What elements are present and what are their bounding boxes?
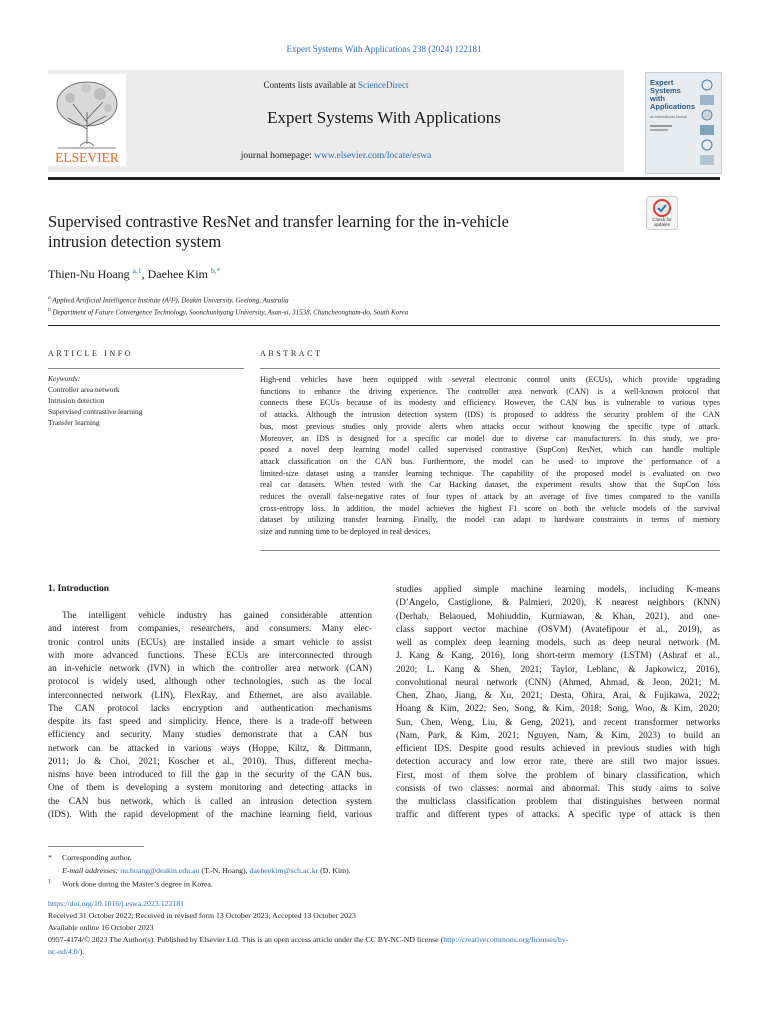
abstract-line: dataset by utilizing transfer learning. Finally, the model can adapt to hardware constraints in terms of memory [260, 515, 720, 525]
footnote-text: Corresponding author. [62, 853, 132, 862]
body-line: One of them is developing a system monitoring and detecting attacks in [48, 783, 372, 794]
introduction-heading: 1. Introduction [48, 584, 110, 594]
contents-prefix: Contents lists available at [263, 80, 358, 90]
article-info-rule [48, 368, 244, 369]
affiliation-b [48, 307, 408, 316]
intro-column-right [396, 584, 720, 823]
abstract-line: High-end vehicles have been equipped with several electronic control units (ECUs), which provide upgrading [260, 375, 720, 384]
affiliation-a [48, 295, 289, 304]
keyword-item: Supervised contrastive learning [48, 407, 143, 416]
journal-homepage [48, 151, 624, 161]
homepage-prefix: journal homepage: [240, 151, 315, 161]
body-line-with-citation[interactable]: 2011; Jo & Choi, 2021; Koscher et al., 2010). Thus, different mecha- [48, 756, 372, 767]
cover-graphic [695, 77, 719, 169]
cover-title-line: with [650, 94, 665, 103]
abstract-line: bus, most previous studies only provide alerts when attacks occur without knowing the specific type of attack. [260, 421, 720, 431]
email-owner: (D. Kim). [318, 866, 351, 875]
footnote-rule [48, 846, 144, 847]
author-name[interactable]: Daehee Kim [147, 267, 208, 281]
abstract-line: limited-size dataset using a transfer learning technique. The capability of the proposed model is evaluated on two [260, 468, 720, 478]
license-line [48, 935, 720, 944]
cover-text-bar [650, 125, 672, 127]
cover-subtitle: An International Journal [650, 115, 687, 119]
body-line: tronic control units (ECUs) are installed inside a smart vehicle to assist [48, 637, 372, 648]
journal-title: Expert Systems With Applications [267, 108, 501, 127]
license-text: ). [79, 947, 85, 956]
author-affiliation-mark[interactable]: b,* [210, 266, 221, 275]
body-line: protocol is widely used, although other technologies, such as the local [48, 677, 372, 688]
footnote-text: Work done during the Master’s degree in Korea. [62, 879, 213, 889]
license-link[interactable]: nc-nd/4.0/ [48, 947, 80, 956]
article-title [48, 212, 618, 252]
body-line: The intelligent vehicle industry has gained considerable attention [62, 611, 372, 621]
footnote-mark: * [48, 853, 52, 862]
keywords-label: Keywords: [48, 374, 81, 383]
article-info-heading: ARTICLE INFO [48, 349, 134, 358]
affiliation-mark: a [48, 295, 51, 301]
affiliation-mark: b [48, 307, 51, 313]
available-online-date: Available online 16 October 2023 [48, 923, 154, 932]
body-line-with-citation[interactable]: Sun, Chen, Weng, Liu, & Geng, 2021), and recent transformer networks [396, 717, 720, 728]
body-line-with-citation[interactable]: convolutional neural network (CNN) (Ahmed, Ahmad, & Jeon, 2021; M. [396, 677, 720, 688]
abstract-line: Moreover, an IDS is designed for a specific car model due to diverse car manufacturers. In this study, we pro- [260, 433, 720, 443]
section-rule [48, 325, 720, 326]
body-line: consists of two classes: normal and abnormal. This study aims to solve [396, 783, 720, 794]
doi-link[interactable]: https://doi.org/10.1016/j.eswa.2023.122181 [48, 899, 185, 908]
abstract-line: reduces the overall false-negative rates of four types of attack by an average of five times compared to the vanilla [260, 492, 720, 502]
abstract-line: real car datasets. When tested with the Car Hacking dataset, the experiment results show that the SupCon loss [260, 480, 720, 490]
body-line: detection accuracy and low error rate, there are still two major issues. [396, 757, 720, 768]
body-line: despite its fast speed and simplicity. Hence, there is a trade-off between [48, 717, 372, 727]
work-note [48, 879, 213, 889]
license-line-continued [48, 947, 84, 956]
affiliation-text: Department of Future Convergence Technology, Soonchunhyang University, Asan-si, 31538, Chuncheongnam-do, South Korea [52, 308, 409, 317]
author-name[interactable]: Thien-Nu Hoang [48, 267, 130, 281]
email-label: E-mail addresses: [62, 866, 119, 875]
corresponding-author-note [48, 853, 132, 862]
body-line-with-citation[interactable]: J. Kang & Kang, 2016), long short-term memory (LSTM) (Ashraf et al., [396, 651, 720, 662]
author-list [48, 266, 220, 282]
abstract-body [260, 374, 720, 538]
received-dates: Received 31 October 2022; Received in revised form 13 October 2023; Accepted 13 October 2023 [48, 911, 356, 920]
cover-title-line: Systems [650, 86, 681, 95]
elsevier-wordmark: ELSEVIER [55, 150, 119, 165]
body-line-with-citation[interactable]: Hoang & Kim, 2022; Seo, Song, & Kim, 2018; Song, Woo, & Kim, 2020; [396, 704, 720, 715]
email-note [62, 866, 351, 875]
body-line-with-citation[interactable]: Chen, Zhao, Jiang, & Xu, 2021; Desta, Ohira, Arai, & Fujikawa, 2022; [396, 691, 720, 701]
email-link[interactable]: nu.hoang@deakin.edu.au [120, 866, 200, 875]
body-line: traffic and different types of attacks. A specific type of attack is then [396, 810, 720, 821]
body-line: studies applied simple machine learning models, including K-means [396, 585, 720, 595]
cover-title-line: Expert [650, 78, 674, 87]
check-for-updates-badge[interactable] [646, 196, 678, 230]
email-owner: (T.-N. Hoang), [199, 866, 250, 875]
keyword-item: Intrusion detection [48, 396, 105, 405]
body-line: interconnected network (LIN), FlexRay, and Ethernet, are also available. [48, 690, 372, 701]
author-separator: , [141, 267, 148, 281]
body-line-with-citation[interactable]: well as complex deep learning models, such as deep neural network (M. [396, 638, 720, 648]
abstract-line: functions to enhance the driving experience. The controller area network (CAN) is a well-known protocol that [260, 386, 720, 396]
body-line: an in-vehicle network (IVN) in which the controller area network (CAN) [48, 664, 372, 674]
sciencedirect-link[interactable]: ScienceDirect [358, 80, 409, 90]
abstract-line: attack classification on the CAN bus. Furthermore, the model can be used to improve the performance of a [260, 456, 720, 466]
license-text: 0957-4174/© 2023 The Author(s). Published by Elsevier Ltd. This is an open access article under the CC BY-NC-ND license ( [48, 935, 444, 944]
body-line: (IDS). With the rapid development of the machine learning field, various [48, 809, 372, 820]
journal-citation[interactable]: Expert Systems With Applications 238 (2024) 122181 [286, 44, 482, 54]
abstract-line: size and running time to be deployed in real devices. [260, 527, 431, 537]
article-title-line: intrusion detection system [48, 232, 222, 251]
email-link[interactable]: daeheekim@sch.ac.kr [249, 866, 319, 875]
cover-title-line: Applications [650, 102, 696, 111]
body-line: nisms have been introduced to fill the gap in the security of the CAN bus. [48, 770, 372, 780]
abstract-heading: ABSTRACT [260, 349, 323, 358]
contents-availability [48, 80, 624, 90]
abstract-line: cross-entropy loss. In addition, the model achieves the highest F1 score on both the vehicle models of the survival [260, 503, 720, 513]
body-line: and interest from companies, researchers, and consumers. Many elec- [48, 624, 372, 635]
homepage-link[interactable]: www.elsevier.com/locate/eswa [314, 151, 432, 161]
abstract-bottom-rule [260, 550, 720, 551]
abstract-line: connects these ECUs because of its modesty and efficiency. However, the CAN bus is vulnerable to various types [260, 398, 720, 408]
body-line-with-citation[interactable]: (Nam, Park, & Kim, 2021; Nguyen, Nam, & Kim, 2023) to build an [396, 730, 720, 741]
body-line: with more advanced functions. These ECUs are interconnected through [48, 650, 372, 661]
keyword-item: Controller area network [48, 385, 120, 394]
article-title-line: Supervised contrastive ResNet and transfer learning for the in-vehicle [48, 212, 509, 231]
body-line: efficiency and security. Many studies demonstrate that a CAN bus [48, 730, 372, 741]
abstract-line: of attacks. Although the intrusion detection system (IDS) is proposed to address the security problem of the CAN [260, 410, 720, 420]
header-rule [48, 177, 720, 180]
abstract-line: posed a novel deep learning model called supervised contrastive (SupCon) ResNet, which can handle multiple [260, 445, 720, 455]
keyword-item: Transfer learning [48, 418, 100, 427]
author-affiliation-mark[interactable]: a,1 [132, 266, 142, 275]
body-line: the CAN bus network, which is called an intrusion detection system [48, 796, 372, 807]
body-line: the multiclass classification problem that distinguishes between normal [396, 797, 720, 807]
body-line-with-citation[interactable]: (D’Angelo, Castiglione, & Palmieri, 2020), K nearest neighbors (KNN) [396, 598, 720, 609]
journal-cover-thumbnail[interactable] [645, 72, 722, 174]
footnote-mark: 1 [48, 879, 51, 885]
body-line-with-citation[interactable]: network can be attacked in various ways (Hoppe, Kiltz, & Dittmann, [48, 743, 372, 754]
body-line-with-citation[interactable]: 2020; L. Kang & Shen, 2021; Taylor, Leblanc, & Japkowicz, 2016), [396, 664, 720, 675]
body-line-with-citation[interactable]: class support vector machine (OSVM) (Avatefipour et al., 2019), as [396, 624, 720, 635]
cover-text-bar [650, 129, 668, 131]
abstract-top-rule [260, 368, 720, 369]
check-for-updates-label: Check for updates [652, 217, 672, 227]
body-line: efficient IDS. Despite good results achieved in previous studies with high [396, 744, 720, 754]
intro-column-left [48, 610, 372, 822]
license-link[interactable]: http://creativecommons.org/licenses/by- [443, 935, 569, 944]
body-line-with-citation[interactable]: (Derhab, Belaoued, Mohiuddin, Kurniawan, & Khan, 2021), and one- [396, 611, 720, 622]
affiliation-text: Applied Artificial Intelligence Institute (A²I²), Deakin University, Geelong, Australia [52, 296, 289, 305]
body-line: The CAN protocol lacks encryption and authentication mechanisms [48, 703, 372, 714]
body-line: First, most of them solve the problem of binary classification, which [396, 770, 720, 781]
